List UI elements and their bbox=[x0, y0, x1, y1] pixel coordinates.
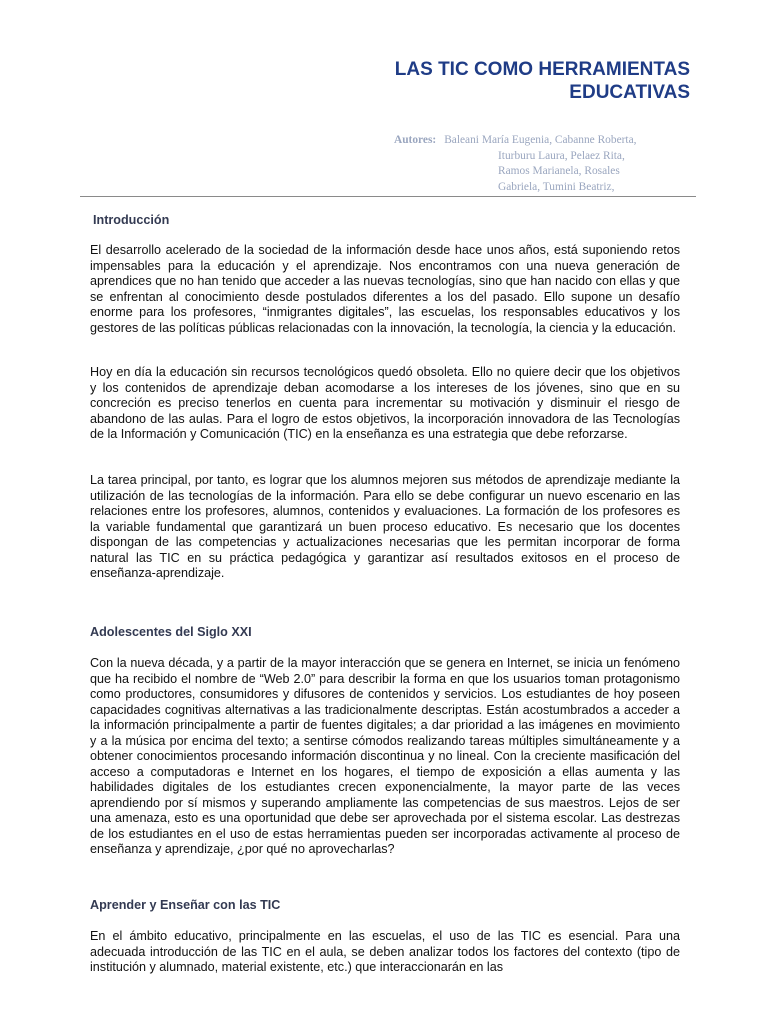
paragraph-intro-2: Hoy en día la educación sin recursos tecnológicos quedó obsoleta. Ello no quiere decir que los objetivos y los contenidos de aprendizaje deban acomodarse a los intereses de los jóvenes, sino que en su concreción es preciso tenerlos en cuenta para incrementar su motivación y disminuir el riesgo de abandono de las aulas. Para el logro de estos objetivos, la incorporación innovadora de las Tecnologías de la Información y Comunicación (TIC) en la enseñanza es una estrategia que debe reforzarse. bbox=[90, 365, 680, 441]
authors-line-2: Iturburu Laura, Pelaez Rita, bbox=[498, 149, 625, 162]
paragraph-aprender-1: En el ámbito educativo, principalmente en las escuelas, el uso de las TIC es esencial. Para una adecuada introducción de las TIC en el aula, se deben analizar todos los factores del contexto (tipo de institución y alumnado, material existente, etc.) que interaccionarán en las bbox=[90, 929, 680, 974]
document-title-line1: LAS TIC COMO HERRAMIENTAS bbox=[394, 59, 690, 80]
section-heading-aprender: Aprender y Enseñar con las TIC bbox=[90, 898, 281, 912]
authors-line-4: Gabriela, Tumini Beatriz, bbox=[498, 180, 615, 193]
paragraph-intro-1: El desarrollo acelerado de la sociedad de la información desde hace unos años, está suponiendo retos impensables para la educación y el aprendizaje. Nos encontramos con una nueva generación de aprendices que no han tenido que acceder a las nuevas tecnologías, sino que han nacido con ellas y que se enfrentan al conocimiento desde postulados diferentes a los del pasado. Ello supone un desafío enorme para los profesores, “inmigrantes digitales”, las escuelas, los responsables educativos y los gestores de las políticas públicas relacionadas con la innovación, la tecnología, la ciencia y la educación. bbox=[90, 243, 680, 335]
authors-label: Autores: bbox=[394, 134, 437, 146]
paragraph-intro-3: La tarea principal, por tanto, es lograr que los alumnos mejoren sus métodos de aprendizaje mediante la utilización de las tecnologías de la información. Para ello se debe configurar un nuevo escenario en las relaciones entre los profesores, alumnos, contenidos y evaluaciones. La formación de los profesores es la variable fundamental que garantizará un buen proceso educativo. Es necesario que los docentes dispongan de las competencias y actualizaciones necesarias que les permitan incorporar de forma natural las TIC en su práctica pedagógica y garantizar así resultados exitosos en el proceso de enseñanza-aprendizaje. bbox=[90, 473, 680, 580]
header-divider bbox=[80, 196, 696, 197]
authors-line-3: Ramos Marianela, Rosales bbox=[498, 165, 620, 177]
document-title-line2: EDUCATIVAS bbox=[569, 82, 690, 103]
section-heading-introduccion: Introducción bbox=[93, 213, 170, 227]
authors-block bbox=[394, 133, 704, 195]
paragraph-adolescentes-1: Con la nueva década, y a partir de la mayor interacción que se genera en Internet, se inicia un fenómeno que ha recibido el nombre de “Web 2.0” para describir la forma en que los usuarios toman protagonismo como productores, consumidores y difusores de contenidos y servicios. Los estudiantes de hoy poseen capacidades cognitivas alternativas a las tradicionalmente descriptas. Están acostumbrados a acceder a la información principalmente a partir de fuentes digitales; a dar prioridad a las imágenes en movimiento y a la música por encima del texto; a sentirse cómodos realizando tareas múltiples simultáneamente y a obtener conocimientos procesando información discontinua y no lineal. Con la creciente masificación del acceso a computadoras e Internet en los hogares, el tiempo de exposición a ellas aumenta y las habilidades digitales de los estudiantes crecen exponencialmente, la mayor parte de las veces aprendiendo por sí mismos y superando ampliamente las competencias de sus maestros. Lejos de ser una amenaza, esto es una oportunidad que debe ser aprovechada por el sistema escolar. Las destrezas de los estudiantes en el uso de estas herramientas pueden ser incorporadas activamente al proceso de enseñanza y aprendizaje, ¿por qué no aprovecharlas? bbox=[90, 656, 680, 856]
authors-line-1 bbox=[394, 133, 704, 149]
document-title bbox=[270, 58, 690, 104]
section-heading-adolescentes: Adolescentes del Siglo XXI bbox=[90, 625, 252, 639]
authors-text-1: Baleani María Eugenia, Cabanne Roberta, bbox=[444, 134, 637, 146]
